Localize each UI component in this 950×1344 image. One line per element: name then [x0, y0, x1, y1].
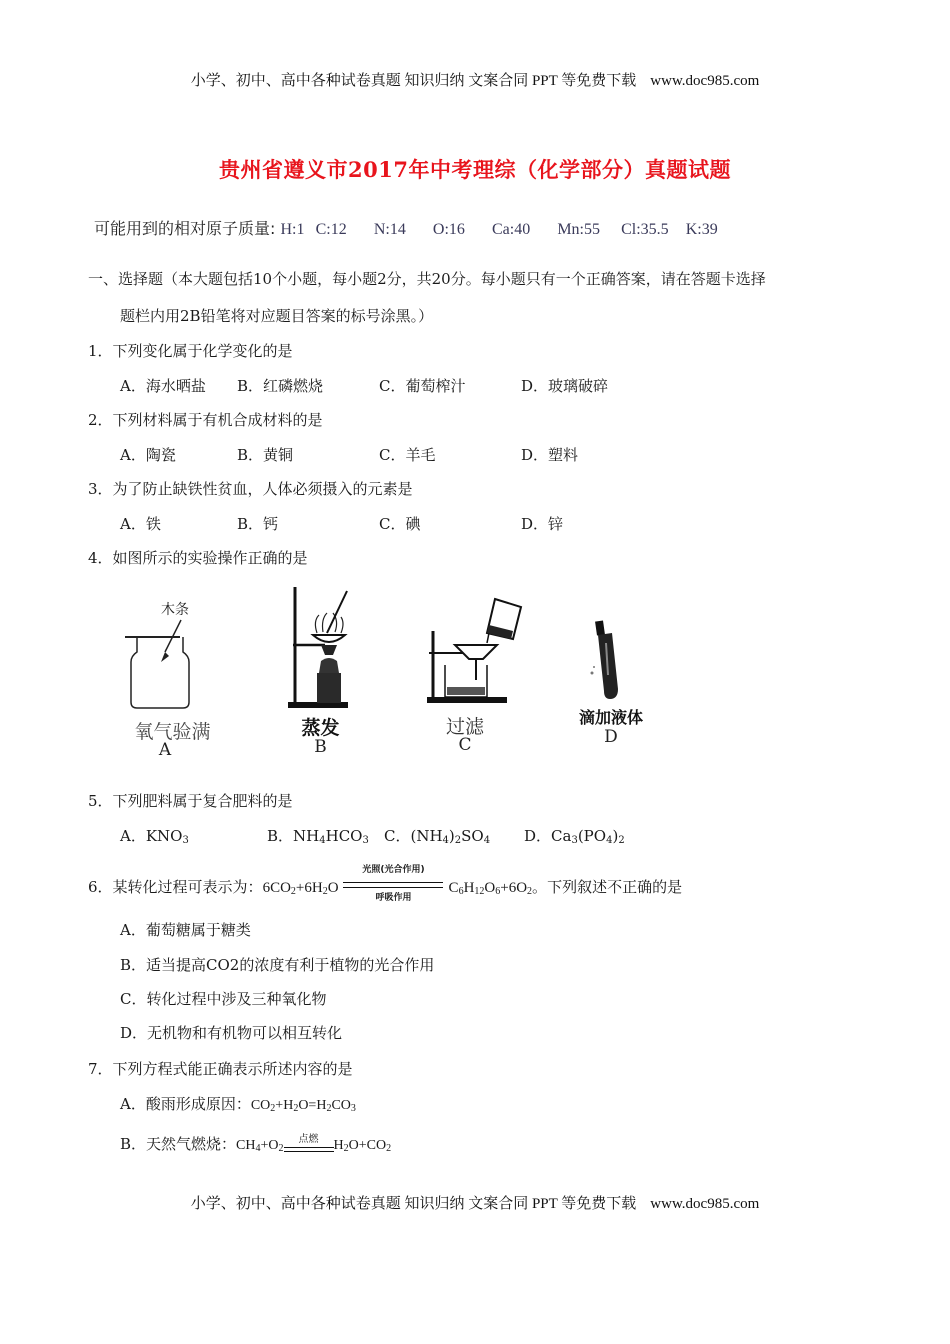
equation-left: $6CO_2+6H_2O$	[262, 880, 339, 897]
option-a[interactable]: A．$KNO_3$	[120, 827, 189, 846]
question-number: 5．	[88, 792, 113, 810]
question-2	[88, 409, 323, 430]
equals-sign-icon	[284, 1147, 334, 1152]
figure-b	[283, 585, 378, 760]
option-d[interactable]: D．无机物和有机物可以相互转化	[120, 1024, 343, 1042]
figure-c-letter: C	[458, 735, 472, 755]
question-5	[88, 790, 293, 811]
question-number: 4．	[88, 549, 113, 567]
header-banner-url[interactable]: www.doc985.com	[650, 73, 760, 89]
question-number: 6．	[88, 878, 113, 896]
arrow-top-label: 光照(光合作用)	[362, 865, 425, 875]
mass-h: H:1	[280, 221, 305, 238]
page-title: 贵州省遵义市2017年中考理综（化学部分）真题试题	[219, 157, 731, 182]
option-c[interactable]: C．羊毛	[379, 446, 436, 464]
figure-d	[566, 615, 656, 760]
question-stem-prefix: 某转化过程可表示为：	[112, 878, 263, 896]
question-7	[88, 1058, 353, 1079]
option-b[interactable]: B．钙	[237, 515, 279, 533]
option-d[interactable]: D．锌	[521, 515, 564, 533]
option-a[interactable]	[120, 1093, 356, 1114]
question-3-options	[120, 513, 820, 533]
double-arrow-icon	[343, 882, 443, 888]
mass-c: C:12	[315, 221, 347, 238]
question-number: 3．	[88, 480, 113, 498]
evaporating-dish-icon	[283, 585, 378, 710]
question-1-options	[120, 375, 820, 395]
section-heading-line1: 一、选择题（本大题包括10个小题，每小题2分，共20分。每小题只有一个正确答案，请在答题卡选择	[88, 270, 766, 288]
figure-a	[125, 590, 220, 760]
arrow-bottom-label: 呼吸作用	[375, 893, 412, 903]
option-d[interactable]: D．塑料	[521, 446, 579, 464]
figure-b-letter: B	[314, 737, 327, 757]
question-stem: 如图所示的实验操作正确的是	[112, 549, 308, 567]
reversible-arrow	[339, 865, 449, 903]
figure-a-annotation: 木条	[161, 602, 189, 618]
figure-d-caption: 滴加液体	[578, 708, 643, 727]
section-heading-line2: 题栏内用2B铅笔将对应题目答案的标号涂黑。）	[120, 307, 434, 325]
gas-bottle-icon	[125, 590, 220, 715]
option-a[interactable]: A．海水晒盐	[120, 377, 206, 395]
question-stem: 下列方程式能正确表示所述内容的是	[112, 1060, 353, 1078]
filtration-funnel-icon	[425, 595, 525, 710]
option-b[interactable]	[120, 1133, 391, 1154]
question-1	[88, 340, 293, 361]
option-b[interactable]: B．红磷燃烧	[237, 377, 324, 395]
figure-a-letter: A	[158, 740, 172, 760]
figure-b-caption: 蒸发	[301, 717, 340, 739]
question-stem: 下列肥料属于复合肥料的是	[112, 792, 293, 810]
header-banner	[0, 69, 950, 90]
question-3	[88, 478, 413, 499]
atomic-masses	[94, 216, 740, 239]
reactants: $CH_4+O_2$	[236, 1138, 284, 1154]
footer-banner-url[interactable]: www.doc985.com	[650, 1196, 760, 1212]
mass-ca: Ca:40	[492, 221, 531, 238]
option-a[interactable]: A．陶瓷	[120, 446, 176, 464]
option-c[interactable]: C．转化过程中涉及三种氧化物	[120, 990, 327, 1008]
footer-banner	[0, 1192, 950, 1213]
atomic-masses-label: 可能用到的相对原子质量:	[94, 219, 276, 238]
option-d[interactable]: D．玻璃破碎	[521, 377, 609, 395]
question-stem: 下列材料属于有机合成材料的是	[112, 411, 323, 429]
question-2-options	[120, 444, 820, 464]
dropper-test-tube-icon	[566, 615, 656, 705]
option-c[interactable]: C．碘	[379, 515, 421, 533]
question-6	[88, 865, 683, 903]
question-4	[88, 547, 308, 568]
option-b[interactable]: B．$NH_4HCO_3$	[267, 827, 369, 846]
question-number: 1．	[88, 342, 113, 360]
question-stem: 为了防止缺铁性贫血，人体必须摄入的元素是	[112, 480, 413, 498]
mass-n: N:14	[373, 221, 406, 238]
figure-c-caption: 过滤	[445, 716, 484, 738]
option-a[interactable]: A．葡萄糖属于糖类	[120, 921, 251, 939]
option-label: B．天然气燃烧：	[120, 1135, 237, 1153]
figure-a-caption: 氧气验满	[134, 721, 211, 743]
option-a[interactable]: A．铁	[120, 515, 161, 533]
question-number: 2．	[88, 411, 113, 429]
question-stem-suffix: 下列叙述不正确的是	[547, 878, 683, 896]
products: $H_2O+CO_2$	[333, 1138, 392, 1154]
option-b[interactable]: B．适当提高CO2的浓度有利于植物的光合作用	[120, 956, 435, 974]
mass-o: O:16	[432, 221, 465, 238]
reaction-condition	[284, 1136, 334, 1154]
mass-k: K:39	[685, 221, 718, 238]
question-stem: 下列变化属于化学变化的是	[112, 342, 293, 360]
condition-label: 点燃	[298, 1134, 319, 1145]
equation: $CO_2+H_2O=H_2CO_3$	[250, 1098, 356, 1114]
figure-d-letter: D	[604, 727, 618, 747]
mass-mn: Mn:55	[557, 221, 600, 238]
question-number: 7．	[88, 1060, 113, 1078]
footer-banner-text: 小学、初中、高中各种试卷真题 知识归纳 文案合同 PPT 等免费下载	[190, 1196, 637, 1212]
figure-c	[425, 595, 525, 760]
option-c[interactable]: C．$(NH_4)_2SO_4$	[384, 827, 491, 846]
question-5-options	[120, 825, 820, 845]
header-banner-text: 小学、初中、高中各种试卷真题 知识归纳 文案合同 PPT 等免费下载	[190, 73, 637, 89]
option-b[interactable]: B．黄铜	[237, 446, 294, 464]
option-label: A．酸雨形成原因：	[120, 1095, 251, 1113]
option-c[interactable]: C．葡萄榨汁	[379, 377, 466, 395]
mass-cl: Cl:35.5	[621, 221, 669, 238]
equation-right: $C_6H_{12}O_6+6O_2$。	[448, 880, 548, 897]
option-d[interactable]: D．$Ca_3(PO_4)_2$	[524, 827, 625, 846]
